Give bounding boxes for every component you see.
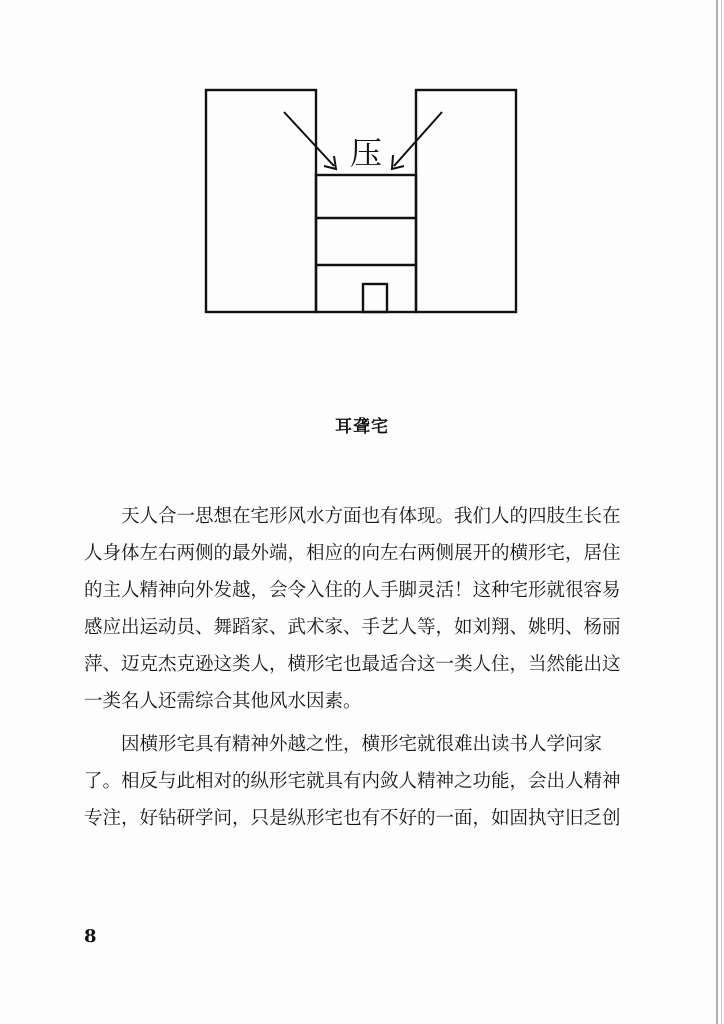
body-text [84, 498, 644, 837]
text-line: 因横形宅具有精神外越之性，横形宅就很难出读书人学问家 [121, 734, 603, 755]
right-arrow [394, 112, 442, 166]
text-line: 感应出运动员、舞蹈家、武术家、手艺人等，如刘翔、姚明、杨丽 [84, 617, 621, 638]
scan-edge-line [721, 0, 722, 1024]
door [363, 284, 387, 312]
pressure-label: 压 [349, 134, 383, 172]
scan-edge [716, 0, 718, 1024]
text-line: 天人合一思想在宅形风水方面也有体现。我们人的四肢生长在 [121, 506, 621, 527]
left-tall-building [206, 90, 316, 312]
text-line: 萍、迈克杰克逊这类人，横形宅也最适合这一类人住，当然能出这 [84, 654, 621, 675]
text-line: 专注，好钻研学问，只是纵形宅也有不好的一面，如固执守旧乏创 [84, 808, 621, 829]
text-line: 了。相反与此相对的纵形宅就具有内敛人精神之功能，会出人精神 [84, 771, 621, 792]
paragraph-2 [84, 726, 644, 837]
paragraph-1 [84, 498, 644, 720]
figure-caption: 耳聋宅 [335, 417, 389, 437]
middle-house [316, 175, 416, 312]
page-number: 8 [84, 926, 97, 947]
text-line: 的主人精神向外发越，会令入住的人手脚灵活！这种宅形就很容易 [84, 580, 621, 601]
text-line: 一类名人还需综合其他风水因素。 [84, 691, 362, 712]
house-diagram [200, 84, 520, 324]
text-line: 人身体左右两侧的最外端，相应的向左右两侧展开的横形宅，居住 [84, 543, 621, 564]
left-arrow [284, 112, 334, 166]
